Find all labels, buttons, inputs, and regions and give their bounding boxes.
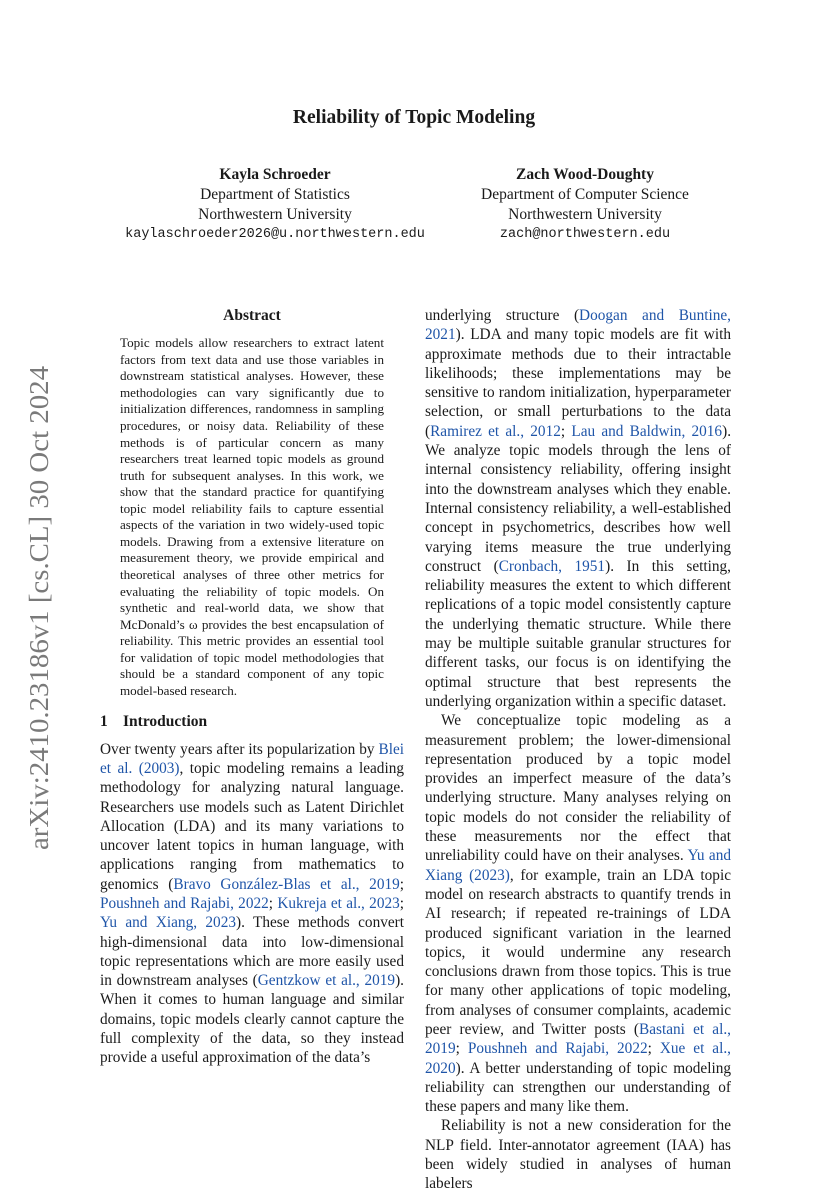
right-column	[425, 306, 731, 1194]
section-title: Introduction	[123, 713, 208, 731]
section-number: 1	[100, 713, 108, 731]
citation-link[interactable]: Bastani et al., 2019	[425, 1020, 731, 1058]
arxiv-identifier-text: arXiv:2410.23186v1 [cs.CL] 30 Oct 2024	[24, 397, 54, 850]
text-run: underlying structure (	[425, 307, 580, 324]
citation-link[interactable]: Poushneh and Rajabi, 2022	[467, 1040, 648, 1058]
author-block-2	[420, 165, 750, 245]
arxiv-identifier	[20, 366, 56, 850]
intro-paragraph-1	[100, 740, 404, 1068]
text-run: ). LDA and many topic models are fit with approximate methods due to their intractable likelihoods; these implementations may be sensitive to random initialization, hyperparameter selection, or small perturbations to the data (	[425, 326, 731, 440]
paper-title: Reliability of Topic Modeling	[292, 107, 536, 128]
author-university: Northwestern University	[508, 206, 662, 223]
text-run: ;	[647, 1040, 660, 1058]
text-run: ;	[399, 895, 405, 912]
author-name: Kayla Schroeder	[219, 166, 331, 183]
citation-link[interactable]: Poushneh and Rajabi, 2022	[100, 895, 269, 912]
text-run: Reliability is not a new consideration for the NLP field. Inter-annotator agreement (IAA) has been widely studied in analyses of human labelers	[425, 1117, 731, 1193]
intro-paragraph-2	[425, 711, 731, 1116]
text-run: , for example, train an LDA topic model on research abstracts to quantify trends in AI research; if repeated re-trainings of LDA produced significant variation in the learned topics, it would undermine any research conclusions drawn from those topics. This is true for many other applications of topic modeling, from analyses of consumer complaints, academic peer review, and Twitter posts (	[425, 866, 731, 1038]
text-run: ;	[399, 875, 405, 893]
citation-link[interactable]: Cronbach, 1951	[498, 557, 606, 575]
citation-link[interactable]: Blei et al. (2003)	[100, 740, 404, 777]
text-run: ;	[560, 422, 572, 440]
text-run: ). In this setting, reliability measures the extent to which different replications of a topic model consistently capture the underlying thematic structure. While there may be multiple suitable granular structures for different tasks, our focus is on identifying the optimal structure that best represents the underlying organization within a specific dataset.	[425, 557, 731, 710]
citation-link[interactable]: Bravo González-Blas et al., 2019	[173, 875, 400, 893]
citation-link[interactable]: Ramirez et al., 2012	[430, 422, 561, 440]
citation-link[interactable]: Kukreja et al., 2023	[277, 895, 400, 912]
author-name: Zach Wood-Doughty	[516, 166, 654, 183]
abstract-text: Topic models allow researchers to extract latent factors from text data and use those variables in downstream statistical analyses. However, these methodologies can vary significantly due to initialization differences, randomness in sampling procedures, or noisy data. Reliability of these methods is of particular concern as many researchers treat learned topic models as ground truth for subsequent analyses. In this work, we show that the standard practice for quantifying topic model reliability fails to capture essential aspects of the variation in two widely-used topic models. Drawing from a extensive literature on measurement theory, we provide empirical and theoretical analyses of three other metrics for evaluating the reliability of topic models. On synthetic and real-world data, we show that McDonald’s ω provides the best encapsulation of reliability. This metric provides an essential tool for validation of topic model methodologies that should be a standard component of any topic model-based research.	[120, 335, 384, 698]
left-column	[100, 306, 404, 1068]
citation-link[interactable]: Yu and Xiang (2023)	[425, 847, 731, 884]
section-heading	[100, 712, 404, 731]
text-run: ). A better understanding of topic modeling reliability can strengthen our understanding of these papers and many like them.	[425, 1059, 731, 1116]
text-run: ;	[268, 895, 278, 912]
text-run: ). We analyze topic models through the lens of internal consistency reliability, offering insight into the downstream analyses which they enable. Internal consistency reliability, a well-established concept in psychometrics, describes how well varying items measure the true underlying construct (	[425, 422, 732, 575]
author-department: Department of Computer Science	[481, 186, 689, 203]
text-run: We conceptualize topic modeling as a measurement problem; the lower-dimensional representation produced by a topic model provides an imperfect measure of the data’s underlying structure. Many analyses relying on topic models do not consider the reliability of these measurements nor the effect that unreliability could have on their analyses.	[425, 712, 731, 865]
text-run: ;	[455, 1040, 468, 1058]
author-email[interactable]: kaylaschroeder2026@u.northwestern.edu	[125, 227, 425, 242]
abstract-heading: Abstract	[223, 307, 281, 324]
author-university: Northwestern University	[198, 206, 352, 223]
citation-link[interactable]: Gentzkow et al., 2019	[257, 972, 396, 990]
citation-link[interactable]: Yu and Xiang, 2023	[100, 914, 237, 932]
citation-link[interactable]: Xue et al., 2020	[425, 1040, 731, 1077]
text-run: , topic modeling remains a leading methodology for analyzing natural language. Researchers use models such as Latent Dirichlet Allocation (LDA) and its many variations to uncover latent topics in human language, with applications ranging from mathematics to genomics (	[100, 759, 404, 893]
text-run: ). When it comes to human language and similar domains, topic models clearly cannot capture the full complexity of the data, so they instead provide a useful approximation of the data’s	[100, 972, 404, 1067]
text-run: ). These methods convert high-dimensional data into low-dimensional topic representations which are more easily used in downstream analyses (	[100, 914, 404, 990]
author-email[interactable]: zach@northwestern.edu	[499, 227, 671, 242]
text-run: Over twenty years after its popularization by	[100, 740, 379, 758]
intro-paragraph-3	[425, 1116, 731, 1193]
intro-paragraph-1-continued	[425, 306, 731, 711]
author-block-1	[110, 165, 440, 245]
citation-link[interactable]: Doogan and Buntine, 2021	[425, 307, 731, 344]
citation-link[interactable]: Lau and Baldwin, 2016	[571, 422, 723, 440]
author-department: Department of Statistics	[200, 186, 350, 203]
